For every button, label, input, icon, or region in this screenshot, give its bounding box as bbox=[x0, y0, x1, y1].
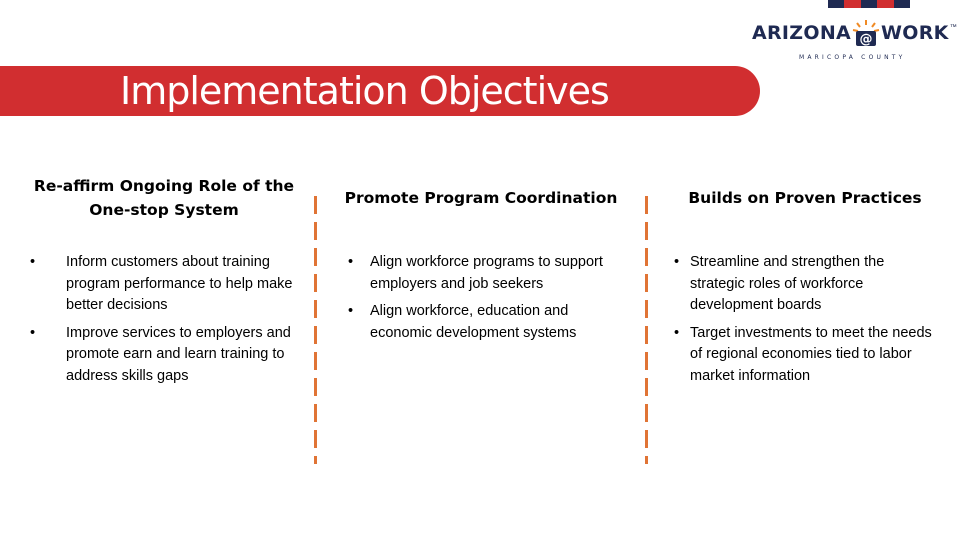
dashed-divider bbox=[314, 196, 317, 464]
bullet-text: Inform customers about training program performance to help make better decisions bbox=[66, 254, 293, 313]
bullet-text: Streamline and strengthen the strategic roles of workforce development boards bbox=[690, 254, 885, 313]
title-banner bbox=[0, 66, 760, 116]
logo-word-work: WORK bbox=[881, 22, 949, 44]
bullet-icon: • bbox=[674, 324, 680, 341]
column-heading: Promote Program Coordination bbox=[344, 189, 618, 207]
bullet-text: Align workforce, education and economic development systems bbox=[370, 303, 577, 341]
logo-subtitle: MARICOPA COUNTY bbox=[799, 54, 906, 61]
column-reaffirm-role bbox=[30, 170, 298, 393]
logo-top-stripes bbox=[828, 0, 910, 8]
logo-word-arizona: ARIZONA bbox=[752, 22, 852, 44]
column-heading: Builds on Proven Practices bbox=[688, 189, 922, 207]
page-title: Implementation Objectives bbox=[120, 69, 609, 113]
svg-text:@: @ bbox=[859, 32, 873, 47]
bullet-list bbox=[30, 252, 298, 387]
list-item bbox=[336, 252, 626, 295]
bullet-icon: • bbox=[348, 303, 354, 319]
sunburst-at-icon bbox=[852, 19, 880, 47]
bullet-list bbox=[336, 252, 626, 344]
list-item bbox=[30, 323, 298, 388]
list-item bbox=[30, 252, 298, 317]
list-item bbox=[670, 323, 940, 388]
bullet-icon: • bbox=[348, 254, 354, 270]
arizona-at-work-logo bbox=[752, 14, 957, 70]
logo-trademark: ™ bbox=[949, 24, 957, 31]
bullet-text: Target investments to meet the needs of regional economies tied to labor market information bbox=[690, 324, 932, 384]
list-item bbox=[670, 252, 940, 317]
bullet-icon: • bbox=[674, 254, 680, 270]
dashed-divider bbox=[645, 196, 648, 464]
bullet-text: Improve services to employers and promote earn and learn training to address skills gaps bbox=[66, 324, 291, 384]
bullet-text: Align workforce programs to support employers and job seekers bbox=[370, 254, 603, 292]
bullet-icon: • bbox=[30, 254, 36, 270]
column-heading: Re-affirm Ongoing Role of the One-stop System bbox=[33, 177, 295, 219]
list-item bbox=[336, 301, 626, 344]
bullet-list bbox=[670, 252, 940, 387]
column-promote-coordination bbox=[336, 170, 626, 350]
column-proven-practices bbox=[670, 170, 940, 393]
bullet-icon: • bbox=[30, 324, 36, 341]
